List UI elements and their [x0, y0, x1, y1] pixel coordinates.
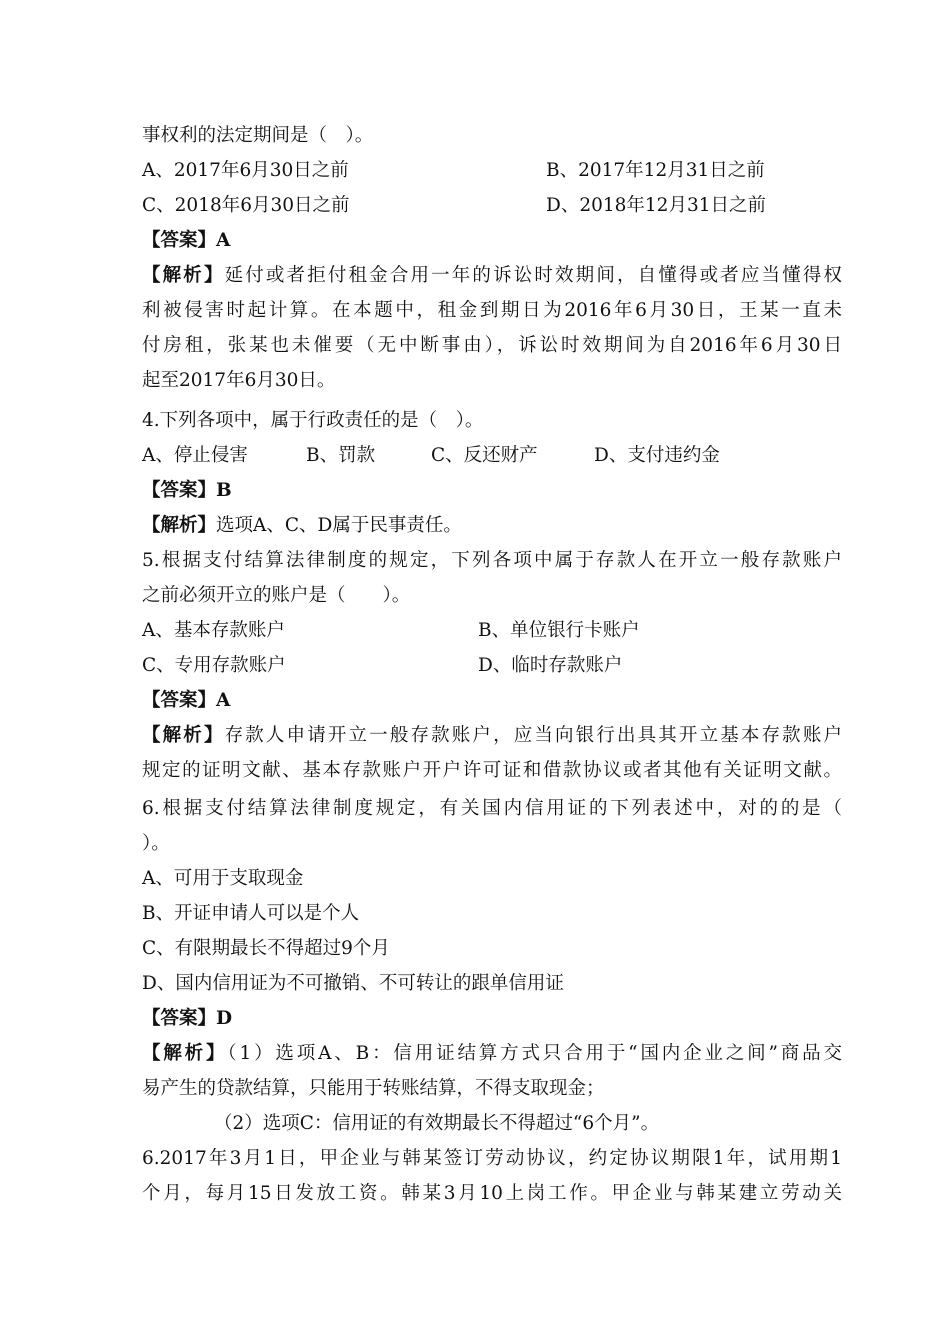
- analysis-label: 【解析】: [142, 265, 225, 286]
- question-5-stem-line-1: 5.根据支付结算法律制度的规定，下列各项中属于存款人在开立一般存款账户: [142, 550, 842, 571]
- analysis-text: 存款人申请开立一般存款账户，应当向银行出具其开立基本存款账户: [224, 725, 842, 746]
- question-6-analysis-line-2: 易产生的贷款结算，只能用于转账结算，不得支取现金；: [142, 1078, 605, 1099]
- answer-value: D: [216, 1008, 233, 1029]
- question-3-analysis-line-1: [142, 261, 842, 291]
- answer-value: A: [216, 690, 231, 711]
- analysis-label: 【解析】: [142, 725, 225, 746]
- answer-label: 【答案】: [142, 690, 217, 711]
- answer-label: 【答案】: [142, 230, 217, 251]
- question-3-option-a: A、2017年6月30日之前: [142, 160, 349, 181]
- question-5-stem-line-2: 之前必须开立的账户是（ ）。: [142, 585, 411, 606]
- question-4-answer: [142, 476, 842, 506]
- question-4-analysis: [142, 511, 842, 541]
- question-6-option-c: C、有限期最长不得超过9个月: [142, 938, 390, 959]
- question-6-stem-line-1: 6.根据支付结算法律制度规定，有关国内信用证的下列表述中，对的的是（: [142, 798, 842, 819]
- question-4-option-d: D、支付违约金: [594, 445, 720, 466]
- question-5-answer: [142, 686, 842, 716]
- question-7-stem-line-1: 6.2017年3月1日，甲企业与韩某签订劳动协议，约定协议期限1年，试用期1: [142, 1148, 842, 1169]
- question-6-analysis-line-3: （2）选项C：信用证的有效期最长不得超过“6个月”。: [214, 1113, 660, 1134]
- question-3-stem: 事权利的法定期间是（ ）。: [142, 125, 374, 146]
- question-4-option-b: B、罚款: [306, 445, 376, 466]
- analysis-label: 【解析】: [142, 515, 217, 536]
- answer-label: 【答案】: [142, 480, 217, 501]
- answer-label: 【答案】: [142, 1008, 217, 1029]
- question-6-stem-line-2: ）。: [142, 833, 170, 854]
- question-6-option-d: D、国内信用证为不可撤销、不可转让的跟单信用证: [142, 973, 564, 994]
- question-3-analysis-line-4: 起至2017年6月30日。: [142, 370, 336, 391]
- question-4-stem: 4.下列各项中，属于行政责任的是（ ）。: [142, 410, 484, 431]
- question-3-answer: [142, 226, 842, 256]
- question-5-option-b: B、单位银行卡账户: [478, 620, 640, 641]
- question-3-option-c: C、2018年6月30日之前: [142, 195, 350, 216]
- question-3-analysis-line-2: 利被侵害时起计算。在本题中，租金到期日为2016年6月30日，王某一直未: [142, 300, 842, 321]
- question-7-stem-line-2: 个月，每月15日发放工资。韩某3月10上岗工作。甲企业与韩某建立劳动关: [142, 1183, 842, 1204]
- question-5-option-a: A、基本存款账户: [142, 620, 285, 641]
- question-6-analysis-line-1: [142, 1039, 842, 1069]
- question-3-analysis-line-3: 付房租，张某也未催要（无中断事由），诉讼时效期间为自2016年6月30日: [142, 335, 842, 356]
- question-6-option-a: A、可用于支取现金: [142, 868, 304, 889]
- analysis-text: （1）选项A、B：信用证结算方式只合用于“国内企业之间”商品交: [227, 1043, 842, 1064]
- analysis-label: 【解析】: [142, 1043, 228, 1064]
- question-4-option-a: A、停止侵害: [142, 445, 248, 466]
- question-3-option-b: B、2017年12月31日之前: [546, 160, 765, 181]
- question-6-option-b: B、开证申请人可以是个人: [142, 903, 360, 924]
- analysis-text: 延付或者拒付租金合用一年的诉讼时效期间，自懂得或者应当懂得权: [224, 265, 842, 286]
- question-5-option-c: C、专用存款账户: [142, 655, 286, 676]
- question-6-answer: [142, 1004, 842, 1034]
- question-3-option-d: D、2018年12月31日之前: [546, 195, 766, 216]
- question-5-analysis-line-1: [142, 721, 842, 751]
- question-4-option-c: C、反还财产: [431, 445, 538, 466]
- question-5-option-d: D、临时存款账户: [478, 655, 623, 676]
- analysis-text: 选项A、C、D属于民事责任。: [216, 515, 462, 536]
- answer-value: B: [216, 480, 232, 501]
- answer-value: A: [216, 230, 231, 251]
- question-5-analysis-line-2: 规定的证明文献、基本存款账户开户许可证和借款协议或者其他有关证明文献。: [142, 760, 842, 781]
